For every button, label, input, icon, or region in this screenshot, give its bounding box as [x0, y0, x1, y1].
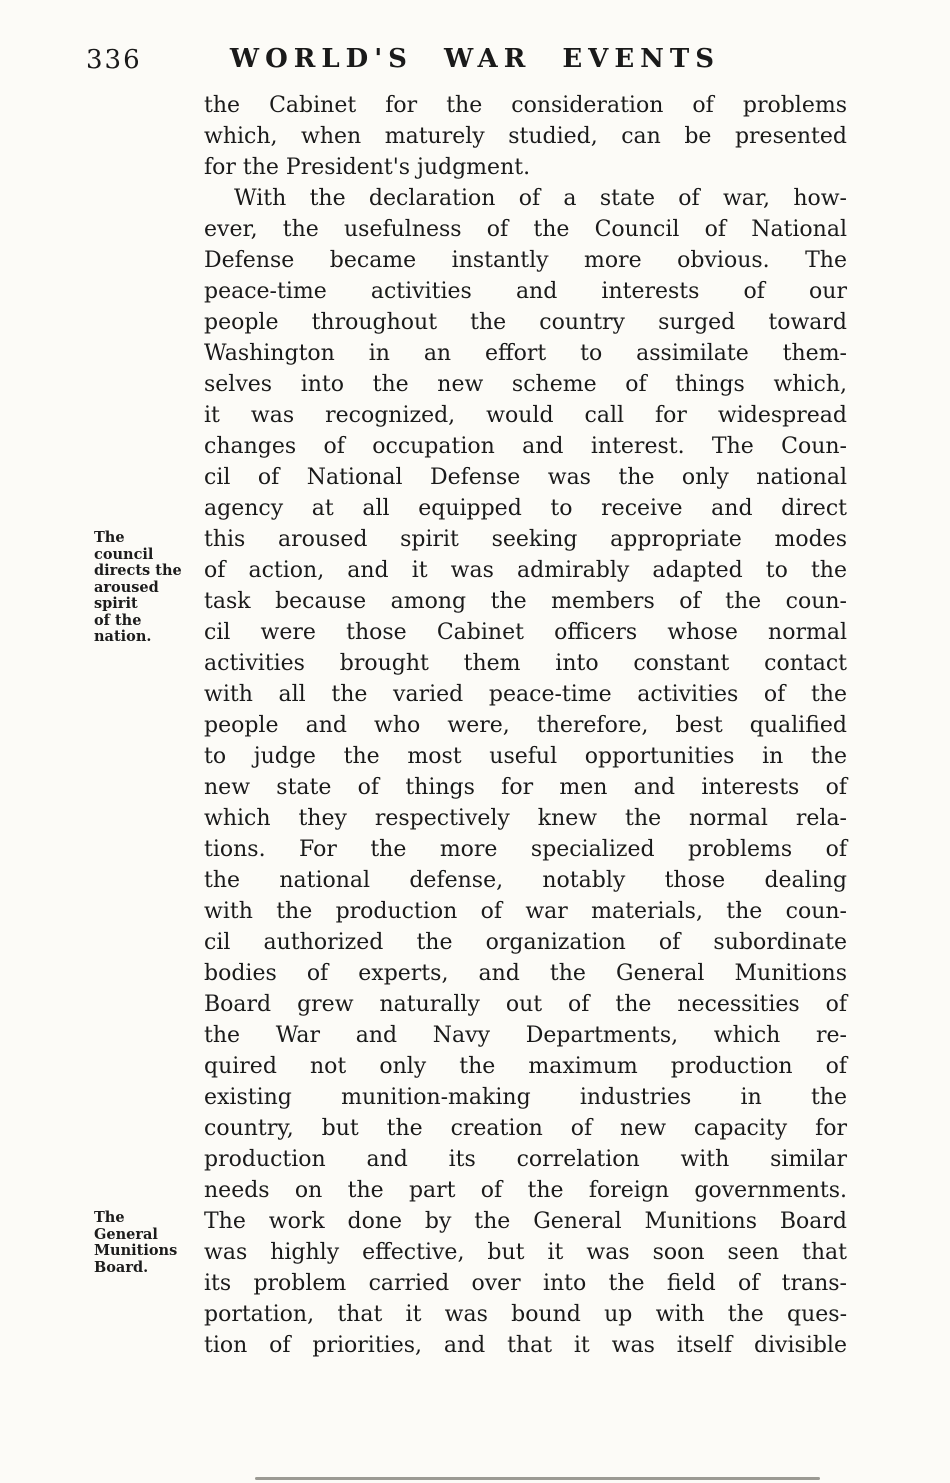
text-line: peace-time activities and interests of our — [204, 279, 847, 304]
sidenote-general-munitions-board — [94, 1210, 202, 1276]
text-line: new state of things for men and interests of — [204, 775, 847, 800]
text-line: to judge the most useful opportunities in the — [204, 744, 847, 769]
text-line: Defense became instantly more obvious. The — [204, 248, 847, 273]
body-text — [204, 90, 847, 1361]
sidenote-line: nation. — [94, 628, 152, 645]
text-line: needs on the part of the foreign governments. — [204, 1178, 847, 1203]
sidenote-line: directs the — [94, 562, 182, 579]
text-line: people and who were, therefore, best qualified — [204, 713, 847, 738]
text-line: Washington in an effort to assimilate them- — [204, 341, 847, 366]
sidenote-line: council — [94, 545, 154, 563]
text-line: The work done by the General Munitions Board — [204, 1209, 847, 1234]
paragraph-continuation — [204, 90, 847, 183]
sidenote-council-directs — [94, 530, 202, 646]
text-line: tions. For the more specialized problems of — [204, 837, 847, 862]
text-line: task because among the members of the coun- — [204, 589, 847, 614]
text-line: cil were those Cabinet officers whose normal — [204, 620, 847, 645]
text-line: activities brought them into constant contact — [204, 651, 847, 676]
text-line: with all the varied peace-time activities of the — [204, 682, 847, 707]
text-line: people throughout the country surged toward — [204, 310, 847, 335]
sidenote-line: Munitions — [94, 1242, 178, 1259]
text-line: the Cabinet for the consideration of problems — [204, 93, 847, 118]
text-line: the War and Navy Departments, which re- — [204, 1023, 847, 1048]
sidenote-line: aroused — [94, 578, 159, 596]
text-line: portation, that it was bound up with the ques- — [204, 1302, 847, 1327]
text-line: cil of National Defense was the only national — [204, 465, 847, 490]
text-line: tion of priorities, and that it was itself divisible — [204, 1333, 847, 1358]
text-line: selves into the new scheme of things which, — [204, 372, 847, 397]
text-line: its problem carried over into the field of trans- — [204, 1271, 847, 1296]
sidenote-line: Board. — [94, 1258, 149, 1276]
text-line: cil authorized the organization of subordinate — [204, 930, 847, 955]
text-line: changes of occupation and interest. The Coun- — [204, 434, 847, 459]
text-line: agency at all equipped to receive and direct — [204, 496, 847, 521]
sidenote-line: The — [94, 529, 125, 546]
text-line: production and its correlation with similar — [204, 1147, 847, 1172]
sidenote-line: spirit — [94, 595, 138, 612]
page-number: 336 — [86, 45, 142, 75]
page-header — [0, 44, 950, 78]
text-line: which, when maturely studied, can be presented — [204, 124, 847, 149]
text-line: bodies of experts, and the General Munitions — [204, 961, 847, 986]
text-line: existing munition-making industries in the — [204, 1085, 847, 1110]
text-line: country, but the creation of new capacity for — [204, 1116, 847, 1141]
text-line: Board grew naturally out of the necessities of — [204, 992, 847, 1017]
running-title: WORLD'S WAR EVENTS — [229, 44, 721, 74]
text-line: was highly effective, but it was soon seen that — [204, 1240, 847, 1265]
sidenote-line: General — [94, 1225, 158, 1243]
text-line: quired not only the maximum production of — [204, 1054, 847, 1079]
text-line: ever, the usefulness of the Council of National — [204, 217, 847, 242]
sidenote-line: The — [94, 1209, 125, 1226]
text-line: of action, and it was admirably adapted to the — [204, 558, 847, 583]
text-line: it was recognized, would call for widespread — [204, 403, 847, 428]
text-line: for the President's judgment. — [204, 155, 531, 180]
text-line: with the production of war materials, the coun- — [204, 899, 847, 924]
text-line: which they respectively knew the normal rela- — [204, 806, 847, 831]
scan-artifact-bottom-edge — [255, 1477, 820, 1480]
paragraph-declaration-of-war — [204, 183, 847, 1361]
text-line: With the declaration of a state of war, how- — [234, 186, 847, 211]
sidenote-line: of the — [94, 611, 142, 629]
text-line: this aroused spirit seeking appropriate modes — [204, 527, 847, 552]
text-line: the national defense, notably those dealing — [204, 868, 847, 893]
